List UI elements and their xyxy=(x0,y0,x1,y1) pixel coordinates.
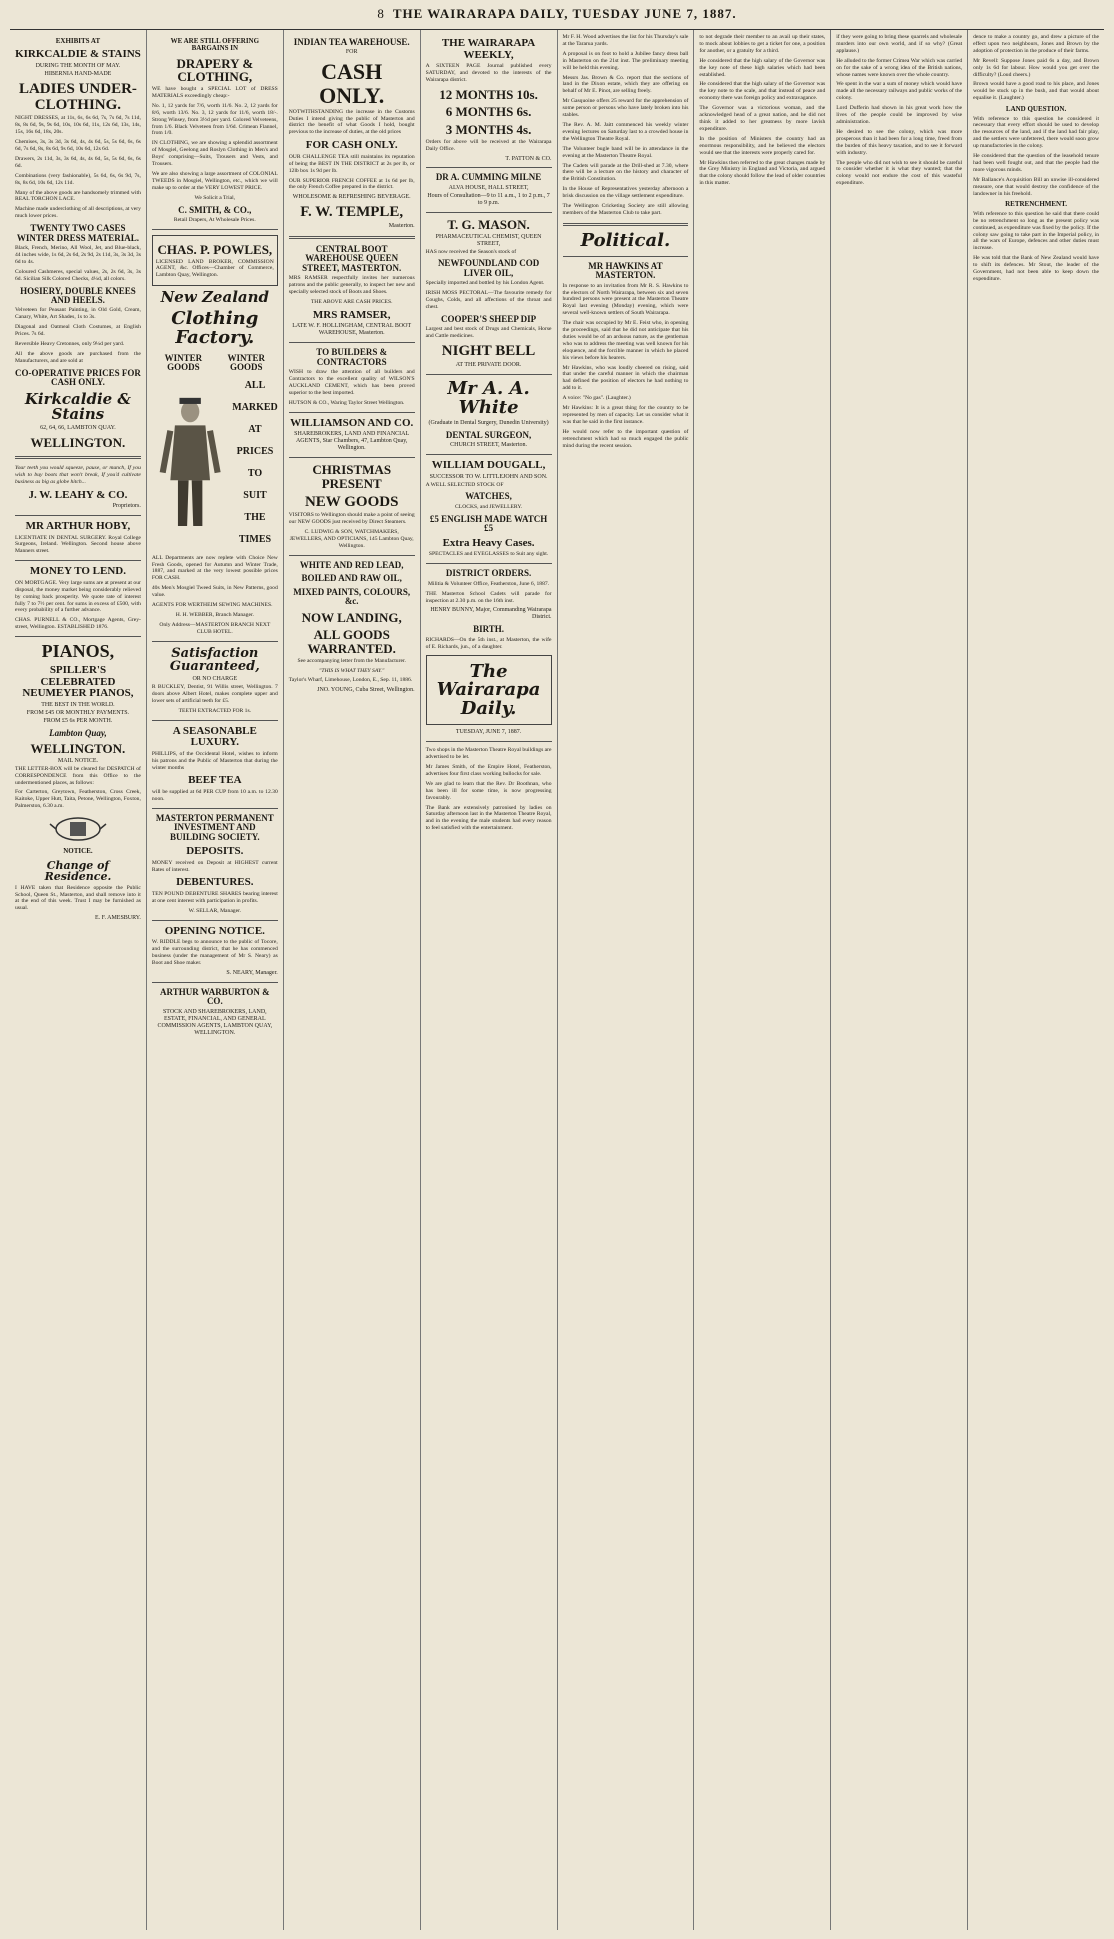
news-text: A proposal is on foot to hold a Jubilee fancy dress ball in Masterton on the 21st inst. The preliminary meeting will be held this evening. xyxy=(562,50,689,71)
ad-text: W. SELLAR, Manager. xyxy=(188,907,242,914)
ad-heading: T. G. MASON. xyxy=(447,216,530,232)
divider xyxy=(152,982,278,983)
ad-text: JNO. YOUNG, Cuba Street, Wellington. xyxy=(317,687,415,694)
side-word: TO xyxy=(247,467,263,479)
ad-text: Combinations (very fashionable), 5s 6d, 6s, 6s 9d, 7s, 8s, 8s 6d, 10s 6d, 12s 11d. xyxy=(15,172,141,186)
ad-text: HAS now received the Season's stock of xyxy=(425,248,517,255)
divider xyxy=(289,236,415,239)
news-text: He alluded to the former Crimea War which was carried on for the sake of a wrong idea of the British nations, whose names were known over the whole country. xyxy=(836,57,963,78)
ad-text: TEN POUND DEBENTURE SHARES bearing interest at one cent interest with participation in profits. xyxy=(151,891,278,904)
column-4 xyxy=(421,30,558,1930)
ad-heading: WELLINGTON. xyxy=(30,435,126,451)
news-text: He considered that the high salary of the Governor was the key note of these high salaries which had been established. xyxy=(699,57,826,78)
divider xyxy=(15,515,141,516)
ad-heading: CASH ONLY. xyxy=(319,59,385,108)
ad-text: SPECTACLES and EYEGLASSES to Suit any sight. xyxy=(428,551,549,558)
ad-heading: KIRKCALDIE & STAINS xyxy=(15,48,141,61)
ad-subheading: FROM £5 6s PER MONTH. xyxy=(43,717,113,724)
ad-text: Many of the above goods are handsomely trimmed with REAL TORCHON LACE. xyxy=(15,189,141,203)
clothing-ad xyxy=(152,375,278,555)
news-text: Mr Hawkins then referred to the great changes made by the Grey Ministry in England and Victoria, and argued that the colony should follow the lead of older countries in this matter. xyxy=(699,159,826,187)
column-2 xyxy=(147,30,284,1930)
ad-heading: BOILED AND RAW OIL, xyxy=(301,573,402,584)
ad-text: MRS RAMSER respectfully invites her numerous patrons and the public generally, to inspect her new and specially selected stock of Boots and Shoes. xyxy=(288,275,415,296)
ad-text: CLOCKS, and JEWELLERY. xyxy=(455,504,523,511)
gentleman-illustration-icon xyxy=(152,375,228,555)
divider xyxy=(152,229,278,230)
ad-heading: WE ARE STILL OFFERING BARGAINS IN xyxy=(170,37,260,53)
news-text: dence to make a country go, and drew a picture of the effect upon two neighbours, Jones and Brown by the adoption of protection in the produce of their farms. xyxy=(973,34,1099,54)
ad-subheading: WHOLESOME & REFRESHING BEVERAGE. xyxy=(292,194,411,201)
divider xyxy=(15,456,141,459)
ad-text: "THIS IS WHAT THEY SAY." xyxy=(319,667,385,674)
ad-text: Orders for above will be received at the Wairarapa Daily Office. xyxy=(425,138,552,152)
ad-text: Your teeth you would squeeze, pause, or munch, If you wish to buy boots that won't break, If you'd cultivate business as big as globe hitch... xyxy=(15,464,141,485)
news-text: He was told that the Bank of New Zealand would have to shift its defences. Mr Stout, the leader of the Government, had not been able to keep down the expenditure. xyxy=(973,255,1099,282)
ad-text: OUR SUPERIOR FRENCH COFFEE at 1s 6d per lb, the only French Coffee prepared in the district. xyxy=(288,177,415,191)
ad-text: LICENSED LAND BROKER, COMMISSION AGENT, &c. Offices—Chamber of Commerce, Lambton Quay, Wellington. xyxy=(155,258,274,279)
column-1 xyxy=(10,30,147,1930)
ad-heading: DRAPERY & CLOTHING, xyxy=(176,55,254,85)
ad-heading: C. SMITH, & CO., xyxy=(178,204,252,215)
news-text: The Wellington Cricketing Society are still allowing members of the Masterton Club to take part. xyxy=(562,203,689,216)
ad-heading: New Zealand xyxy=(160,288,270,307)
royal-crest-icon xyxy=(48,816,108,842)
subscription-rate: 3 MONTHS 4s. xyxy=(445,122,532,138)
ad-text: VISITORS to Wellington should make a point of seeing our NEW GOODS just received by Direct Steamers. xyxy=(288,512,415,526)
ad-text: TEETH EXTRACTED FOR 1s. xyxy=(178,707,252,714)
news-text: Lord Dufferin had shown in his great work how the lives of the people could be improved by wise administration. xyxy=(836,105,963,125)
divider xyxy=(152,720,278,721)
ad-text: We Solicit a Trial, xyxy=(194,194,236,201)
news-text: The Rev. A. M. Jaitt commenced his weekly winter evening lectures on Saturday last to a crowded house in the Wellington Theatre Royal. xyxy=(562,121,689,142)
masthead xyxy=(10,6,1104,30)
article-heading: MR HAWKINS AT MASTERTON. xyxy=(588,260,663,281)
ad-heading: A SEASONABLE LUXURY. xyxy=(172,724,257,749)
article-subheading: LAND QUESTION. xyxy=(1005,105,1067,114)
ad-text: OUR CHALLENGE TEA still maintains its reputation of being the BEST IN THE DISTRICT at 2s per lb, or 12lb box 1s 9d per lb. xyxy=(288,153,415,174)
ad-heading: TO BUILDERS & CONTRACTORS xyxy=(316,347,388,367)
ad-heading: NIGHT BELL xyxy=(441,343,536,360)
news-text: Mr F. H. Wood advertises the list for his Thursday's sale at the Tararua yards. xyxy=(562,34,689,47)
news-text: Messrs Jas. Brown & Co. report that the sections of land in the Dixon estate, which they are offering on behalf of Mr E. Pinot, are selling freely. xyxy=(562,74,689,95)
news-text: With reference to this question he said that there could be no retrenchment so long as the present policy was continued, as expenditure was fixed by the policy. If the colony saw going to take part in the Imperial policy, in all the wars of Europe, defences and other duties must increase. xyxy=(973,210,1099,252)
ad-heading: Extra Heavy Cases. xyxy=(442,536,535,549)
ad-text: THE Masterton School Cadets will parade for inspection at 2.30 p.m. on the 16th inst. xyxy=(425,590,552,604)
ad-heading: MONEY TO LEND. xyxy=(29,565,126,578)
divider xyxy=(563,223,689,226)
news-text: He considered that the question of the leasehold tenure had been well fought out, and that the people had the more vigorous minds. xyxy=(973,153,1099,173)
ad-text: No. 1, 12 yards for 7/6, worth 11/6. No. 2, 12 yards for 8/6, worth 13/6. No. 3, 12 yards for 11/6, worth 18/-. Strong Winsey, from 3½d per yard. Colored Velveteens, from 1/6. Black Velveteen from 1/6d. Crimean Flannel, from 1/0. xyxy=(151,102,278,137)
ad-text: NOTWITHSTANDING the increase in the Customs Duties I intend giving the public of Masterton and district the benefit of what Goods I hold, bought previous to the increase of duties, at the old prices xyxy=(288,108,415,136)
news-text: Mr Ballance's Acquisition Bill an unwise ill-considered measure, one that would destroy the confidence of the landowner in his freehold. xyxy=(973,176,1099,197)
ad-text: IN CLOTHING, we are showing a splendid assortment of Mosgiel, Geelong and Roslyn Clothing in Men's and Boys' comprising—Suits, Trousers and Vests, and Trousers. xyxy=(151,140,278,168)
article-subheading: RETRENCHMENT. xyxy=(1005,200,1068,209)
ad-text: Largest and best stock of Drugs and Chemicals, Horse and Cattle medicines. xyxy=(425,326,552,340)
ad-text: H. H. WEBBER, Branch Manager. xyxy=(175,612,254,619)
ad-heading: WHITE AND RED LEAD, xyxy=(299,559,404,570)
ad-text: Diagonal and Oatmeal Cloth Costumes, at English Prices. 7s 6d. xyxy=(15,324,141,338)
ad-heading: WATCHES, xyxy=(465,490,512,501)
ad-subheading: AT THE PRIVATE DOOR. xyxy=(455,361,522,368)
ad-heading: WILLIAM DOUGALL, xyxy=(431,459,546,472)
ad-heading: CHAS. P. POWLES, xyxy=(157,241,273,257)
ad-text: For Carterton, Greytown, Featherston, Cross Creek, Kaitoke, Upper Hutt, Taita, Petone, Wellington, Foxton, Palmerston, 6.30 a.m. xyxy=(15,789,141,810)
ad-heading: OPENING NOTICE. xyxy=(164,924,265,937)
nameplate-title: The Wairarapa Daily. xyxy=(436,660,541,720)
ad-heading: PIANOS, xyxy=(41,641,115,662)
ad-heading: CHRISTMAS PRESENT xyxy=(312,462,392,492)
column-6 xyxy=(694,30,831,1930)
ad-text: T. PATTON & CO. xyxy=(505,155,552,162)
ad-heading: WINTER GOODS xyxy=(164,352,203,373)
divider xyxy=(289,342,415,343)
ad-heading: DEBENTURES. xyxy=(176,876,254,889)
ad-subheading: Hours of Consultation—9 to 11 a.m., 1 to 2 p.m., 7 to 9 p.m. xyxy=(427,192,550,206)
ad-heading: F. W. TEMPLE, xyxy=(300,204,404,221)
ad-heading: ARTHUR WARBURTON & CO. xyxy=(160,986,270,1007)
ad-text: A SIXTEEN PAGE Journal published every SATURDAY, and devoted to the interests of the Wairarapa district. xyxy=(425,63,552,83)
news-text: The people who did not wish to see it should be careful to consider whether it is what they wanted; that the colony would not endure the cost of this wasteful expenditure. xyxy=(836,159,963,187)
ad-heading: WINTER GOODS xyxy=(227,352,266,373)
ad-heading: FOR CASH ONLY. xyxy=(305,139,398,152)
subscription-rate: 6 MONTHS 6s. xyxy=(445,104,532,120)
ad-heading: WELLINGTON. xyxy=(30,741,126,757)
side-word: TIMES xyxy=(238,533,272,545)
subscription-rate: 12 MONTHS 10s. xyxy=(439,86,538,102)
ad-heading: LADIES UNDER-CLOTHING. xyxy=(18,80,137,113)
ad-heading: DISTRICT ORDERS. xyxy=(445,568,532,579)
ad-heading: EXHIBITS AT xyxy=(55,37,101,45)
ad-heading: NEW GOODS xyxy=(304,493,399,510)
news-text: The Volunteer bugle band will be in attendance in the evening at the Masterton Theatre Royal. xyxy=(562,145,689,159)
ad-text: C. LUDWIG & SON, WATCHMAKERS, JEWELLERS, AND OPTICIANS, 145 Lambton Quay, Wellington. xyxy=(289,529,414,550)
column-3 xyxy=(284,30,421,1930)
news-text: Mr Hawkins, who was loudly cheered on rising, said that under the careful manner in which the chairman had defined the position of electors he had nothing to add to it. xyxy=(562,364,689,392)
ad-heading: MRS RAMSER, xyxy=(312,308,391,321)
ad-text: will be supplied at 6d PER CUP from 10 a.m. to 12.30 noon. xyxy=(151,789,278,802)
news-text: In the position of Ministers the country had an enormous responsibility, and he believed the electors would see that the interests were properly cared for. xyxy=(699,135,826,156)
divider xyxy=(426,374,552,375)
divider xyxy=(426,454,552,455)
ad-heading: INDIAN TEA WAREHOUSE. xyxy=(293,37,410,47)
news-text: Brown would have a good road to his place, and Jones would be stuck up in the bush, and that would about equalise it. (Laughter.) xyxy=(973,81,1099,102)
ad-heading: SPILLER'S CELEBRATED NEUMEYER PIANOS, xyxy=(22,664,134,700)
news-text: Mr Hawkins: It is a great thing for the country to be represented by men of capacity. Let us consider what it was that he said in the first instance. xyxy=(562,405,689,425)
ad-subheading: OR NO CHARGE xyxy=(192,676,238,683)
side-word: MARKED xyxy=(232,401,278,413)
ad-text: W. RIDDLE begs to announce to the public of Tocore, and the surrounding district, that he has commenced business (under the management of Mr S. Neary) as Boot and Shoe maker. xyxy=(151,939,278,967)
ad-subheading: CHURCH STREET, Masterton. xyxy=(450,442,527,449)
ad-text: ALL Departments are now replete with Choice New Fresh Goods, opened for Autumn and Winter Trade, 1887, and marked at the very lowest possible prices FOR CASH. xyxy=(151,554,278,582)
divider xyxy=(289,457,415,458)
ad-subheading: DURING THE MONTH OF MAY. xyxy=(35,62,121,69)
news-text: Mr Gasquoine offers 25 reward for the apprehension of some person or persons who have lately broken into his stables. xyxy=(562,98,689,119)
ad-heading: ALL GOODS WARRANTED. xyxy=(307,627,396,657)
ad-subheading: FOR xyxy=(345,49,358,56)
ad-subheading: SHAREBROKERS, LAND AND FINANCIAL AGENTS, Star Chambers, 47, Lambton Quay, Wellington. xyxy=(294,431,410,452)
ad-heading: NOW LANDING, xyxy=(301,609,402,625)
ad-text: Only Address—MASTERTON BRANCH NEXT CLUB HOTEL. xyxy=(159,621,271,635)
ad-subheading: MAIL NOTICE. xyxy=(57,757,98,764)
ad-text: I HAVE taken that Residence opposite the Public School, Queen St., Masterton, and shall remove into it at the end of this week. Trust I may be furnished as usual. xyxy=(15,884,141,912)
ad-text: THE LETTER-BOX will be cleared for DESPATCH of CORRESPONDENCE from this Office to the undermentioned places, as follows: xyxy=(15,765,141,786)
ad-text: Reversible Heavy Cretonnes, only 9¼d per yard. xyxy=(15,341,125,348)
ad-heading: £5 ENGLISH MADE WATCH £5 xyxy=(429,513,548,534)
divider xyxy=(15,560,141,561)
ad-heading: WILLIAMSON AND CO. xyxy=(290,416,414,429)
dateline: TUESDAY, JUNE 7, 1887. xyxy=(455,729,522,736)
ad-subheading: STOCK AND SHAREBROKERS, LAND, ESTATE, FINANCIAL, AND GENERAL COMMISSION AGENTS, LAMBTON QUAY, WELLINGTON. xyxy=(157,1008,273,1036)
ad-text: HUTSON & CO., Waring Taylor Street Wellington. xyxy=(288,399,405,406)
divider xyxy=(426,741,552,742)
ad-heading: CO-OPERATIVE PRICES FOR CASH ONLY. xyxy=(15,367,141,388)
ad-text: All the above goods are purchased from the Manufacturers, and are sold at xyxy=(15,350,141,364)
ad-subheading: HIBERNIA HAND-MADE xyxy=(44,70,112,77)
news-text: to not degrade their member to an avail up their states, to mock about lobbies to get a ticket for one, a position for another, or a gratuity for a third. xyxy=(699,34,826,54)
ad-text: Coloured Cashmeres, special values, 2s, 2s 6d, 3s, 3s 6d. Sicilian Silk Colored Checks, 4¼d, all colors. xyxy=(15,268,141,282)
ad-heading: BIRTH. xyxy=(473,624,505,635)
ad-text: Masterton. xyxy=(388,223,415,230)
ad-text: R BUCKLEY, Dentist, 91 Willis street, Wellington. 7 doors above Albert Hotel, makes complete upper and lower sets of artificial teeth for £5. xyxy=(151,684,278,704)
news-text: We spent in the war a sum of money which would have made all the necessary railways and public works of the colony. xyxy=(836,81,963,102)
news-text: He desired to see the colony, which was more prosperous than it had been for a long time, freed from the burden of this heavy taxation, and to see it forward with industry. xyxy=(836,128,963,156)
ad-subheading: (Graduate in Dental Surgery, Dunedin University) xyxy=(428,419,549,426)
ad-heading: NEWFOUNDLAND COD LIVER OIL, xyxy=(437,258,540,278)
ad-text: Drawers, 2s 11d, 3s, 3s 6d, 4s, 4s 6d, 5s, 5s 6d, 6s, 6s 6d. xyxy=(15,155,141,169)
ad-text: Militia & Volunteer Office, Featherston, June 6, 1887. xyxy=(428,580,550,587)
ad-text: Taylor's Wharf, Limehouse, London, E., Sep. 11, 1886. xyxy=(288,677,413,684)
ad-subheading: ALVA HOUSE, HALL STREET, xyxy=(448,184,529,191)
ad-text: NIGHT DRESSES, at 11s, 6s, 6s 6d, 7s, 7s 6d, 7s 11d, 8s, 8s 6d, 9s, 9s 6d, 10s, 10s 6d, 11s, 12s 6d, 13s, 14s, 15s, 16s 6d, 18s, 20s. xyxy=(15,115,141,136)
news-text: The chair was occupied by Mr E. Feist who, in opening the proceedings, said that he did not anticipate that his duties would be of an arduous nature, as the gentleman who was to address the meeting was well known for his eloquence, and the forcible manner in which he placed his views before his hearers. xyxy=(562,320,689,361)
ad-text: Machine made underclothing of all descriptions, at very much lower prices. xyxy=(15,206,141,220)
ad-subheading: THE BEST IN THE WORLD. xyxy=(41,701,115,708)
ad-text: See accompanying letter from the Manufacturer. xyxy=(297,657,406,664)
news-text: Mr James Smith, of the Empire Hotel, Featherston, advertises four first class working bullocks for sale. xyxy=(425,763,552,777)
ad-heading: DEPOSITS. xyxy=(186,845,244,858)
ad-text: CHAS. PURNELL & CO., Mortgage Agents, Grey-street, Wellington. ESTABLISHED 1876. xyxy=(15,617,141,631)
ad-heading: MIXED PAINTS, COLOURS, &c. xyxy=(293,586,411,607)
ad-address: 62, 64, 66, LAMBTON QUAY. xyxy=(40,425,116,432)
page-number: 8 xyxy=(377,6,385,21)
ad-heading: NOTICE. xyxy=(63,847,93,856)
news-text: He would now refer to the important question of retrenchment which had so much engaged the public mind during the recent session. xyxy=(562,428,689,449)
side-word: AT xyxy=(248,423,262,435)
ad-text: We are also showing a large assortment of COLONIAL TWEEDS in Mosgiel, Wellington, etc., which we will make up to order at the VERY LOWEST PRICE. xyxy=(151,170,278,191)
column-5 xyxy=(558,30,695,1930)
column-8 xyxy=(968,30,1104,1930)
news-text: With reference to this question he considered it necessary that every effort should be used to develop the resources of the land, and if the land had fair play, and the settlers were unfettered, there would soon grow up manufactories in the colony. xyxy=(973,115,1099,150)
news-text: In the House of Representatives yesterday afternoon a brisk discussion on the village settlement expenditure. xyxy=(562,186,689,200)
ad-text: WISH to draw the attention of all builders and Contractors to the excellent quality of WILSON'S AUCKLAND CEMENT, which has been proved superior to the best imported. xyxy=(288,369,415,397)
ad-text: Retail Drapers, At Wholesale Prices. xyxy=(173,217,256,223)
ad-text: A WELL SELECTED STOCK OF xyxy=(425,481,504,488)
masthead-title: THE WAIRARAPA DAILY, TUESDAY JUNE 7, 1887. xyxy=(392,6,737,21)
divider xyxy=(426,563,552,564)
ad-heading: BEEF TEA xyxy=(188,774,242,787)
news-text: We are glad to learn that the Rev. Dr Boothnan, who has been ill for some time, is now progressing favourably. xyxy=(425,780,552,801)
news-text: if they were going to bring these quarrels and wholesale murders into our own world, and if so why? (Great applause.) xyxy=(836,34,963,54)
ad-text: Specially imported and bottled by his London Agent. xyxy=(425,280,545,287)
section-heading: Political. xyxy=(580,229,671,251)
ad-signature: E. F. AMESBURY. xyxy=(94,915,141,922)
ad-heading: Clothing Factory. xyxy=(171,308,259,348)
side-word: ALL xyxy=(244,379,266,391)
divider xyxy=(152,920,278,921)
ad-text: THE ABOVE ARE CASH PRICES. xyxy=(310,299,393,306)
ad-text: IRISH MOSS PECTORAL—The favourite remedy for Coughs, Colds, and all affections of the throat and chest. xyxy=(425,290,552,311)
ad-heading: DR A. CUMMING MILNE xyxy=(435,172,542,183)
news-text: Two shops in the Masterton Theatre Royal buildings are advertised to be let. xyxy=(425,747,552,761)
news-text: Mr Revell: Suppose Jones paid 6s a day, and Brown only 1s 6d for labour. How would you get over the difficulty? (Loud cheers.) xyxy=(973,57,1099,78)
ad-text: 40s Men's Mosgiel Tweed Suits, in New Patterns, good value. xyxy=(151,585,278,599)
ad-subheading: SUCCESSOR TO W. LITTLEJOHN AND SON. xyxy=(429,473,548,480)
ad-heading: TWENTY TWO CASES WINTER DRESS MATERIAL. xyxy=(16,223,139,243)
divider xyxy=(289,555,415,556)
side-word: SUIT THE xyxy=(243,489,267,523)
ad-heading: Mr A. A. White xyxy=(447,377,530,418)
ad-text: WE have bought a SPECIAL LOT of DRESS MATERIALS exceedingly cheap:- xyxy=(151,85,278,99)
divider xyxy=(563,256,689,257)
ad-text: AGENTS FOR WERTHEIM SEWING MACHINES. xyxy=(151,602,273,609)
ad-text: RICHARDS—On the 5th inst., at Masterton, the wife of E. Richards, jun., of a daughter. xyxy=(425,636,552,650)
ad-heading-row xyxy=(152,350,278,375)
side-word: PRICES xyxy=(236,445,274,457)
ad-text: ON MORTGAGE. Very large sums are at present at our disposal, the money market being considerably relieved by coming back prosperity. We quote rate of interest fully 7 to 7½ per cent. for sums in excess of £500, with every probability of a further advance. xyxy=(15,579,141,614)
ad-text: HENRY BUNNY, Major, Commanding Wairarapa District. xyxy=(430,607,552,621)
divider xyxy=(426,212,552,213)
ad-text: MONEY received on Deposit at HIGHEST current Rates of interest. xyxy=(151,859,278,873)
divider xyxy=(289,412,415,413)
newspaper-nameplate xyxy=(426,655,552,726)
divider xyxy=(152,641,278,642)
ad-text: Black, French, Merino, All Wool, Jet, and Blue-black, 44 inches wide, 1s 6d, 2s 6d, 2s 9d, 2s 11d, 3s, 3s 3d, 3s 6d to 4s. xyxy=(15,245,141,265)
news-text: The Governor was a victorious woman, and the acknowledged head of a great nation, and he did not think it added to her greatness by more lavish expenditure. xyxy=(699,105,826,132)
ad-heading: DENTAL SURGEON, xyxy=(445,429,532,440)
ad-heading: MASTERTON PERMANENT INVESTMENT AND BUILDING SOCIETY. xyxy=(155,812,274,842)
ad-box xyxy=(152,235,278,286)
ad-heading: J. W. LEAHY & CO. xyxy=(28,488,128,501)
ad-subheading: LATE W. F. HOLLINGHAM, CENTRAL BOOT WAREHOUSE, Masterton. xyxy=(292,323,412,337)
ad-text: PHILLIPS, of the Occidental Hotel, wishes to inform his patrons and the Public of Masterton that during the winter months xyxy=(151,750,278,771)
divider xyxy=(426,167,552,168)
ad-heading: MR ARTHUR HOBY, xyxy=(25,519,131,532)
ad-heading: COOPER'S SHEEP DIP xyxy=(441,313,537,324)
news-text: A voice: "No gas". (Laughter.) xyxy=(562,395,631,402)
divider xyxy=(152,808,278,809)
ad-subheading: PHARMACEUTICAL CHEMIST, QUEEN STREET, xyxy=(435,233,542,247)
news-text: He considered that the high salary of the Governor was the key note to the scale, and that instead of peace and economy there was foreign policy and extravagance. xyxy=(699,81,826,102)
ad-text: Chemises, 3s, 3s 3d, 3s 6d, 4s, 4s 6d, 5s, 5s 6d, 6s, 6s 6d, 7s 6d, 8s, 8s 6d, 9s 6d, 10s 6d, 12s 6d. xyxy=(15,139,141,153)
ad-subheading: FROM £45 OR MONTHLY PAYMENTS. xyxy=(26,709,130,716)
column-7 xyxy=(831,30,968,1930)
ad-text: S. NEARY, Manager. xyxy=(226,969,278,976)
ad-heading: Satisfaction Guaranteed, xyxy=(169,645,260,675)
news-text: The Cadets will parade at the Drill-shed at 7.30, where there will be a lecture on the history and character of the British Constitution. xyxy=(562,162,689,183)
ad-heading: THE WAIRARAPA WEEKLY, xyxy=(441,37,536,61)
ad-text: Velveteen for Peasant Painting, in Old Gold, Cream, Canary, White, Art Shades, 1s to 3s. xyxy=(15,307,141,321)
ad-text: LICENTIATE IN DENTAL SURGERY. Royal College Surgeons, Ireland. Wellington. Second house above Manners street. xyxy=(15,534,141,555)
ad-heading: Kirkcaldie & Stains xyxy=(24,389,131,424)
ad-heading: HOSIERY, DOUBLE KNEES AND HEELS. xyxy=(20,285,136,306)
ad-heading: Lambton Quay, xyxy=(49,727,107,738)
ad-heading: Change of Residence. xyxy=(44,858,112,884)
ad-heading: CENTRAL BOOT WAREHOUSE QUEEN STREET, MASTERTON. xyxy=(302,243,402,273)
news-text: In response to an invitation from Mr R. S. Hawkins to the electors of North Wairarapa, between six and seven hundred persons were present at the Masterton Theatre Royal last evening (Monday) evening, which were several well-known settlers of South Wairarapa. xyxy=(562,282,689,317)
news-text: The Bank are extensively patronised by ladies on Saturday afternoon last in the Masterton Theatre Royal, and in the evening the male students had every reason to feel satisfied with the entertainment. xyxy=(425,804,552,832)
ad-text: Proprietors. xyxy=(112,503,141,510)
divider xyxy=(15,636,141,637)
